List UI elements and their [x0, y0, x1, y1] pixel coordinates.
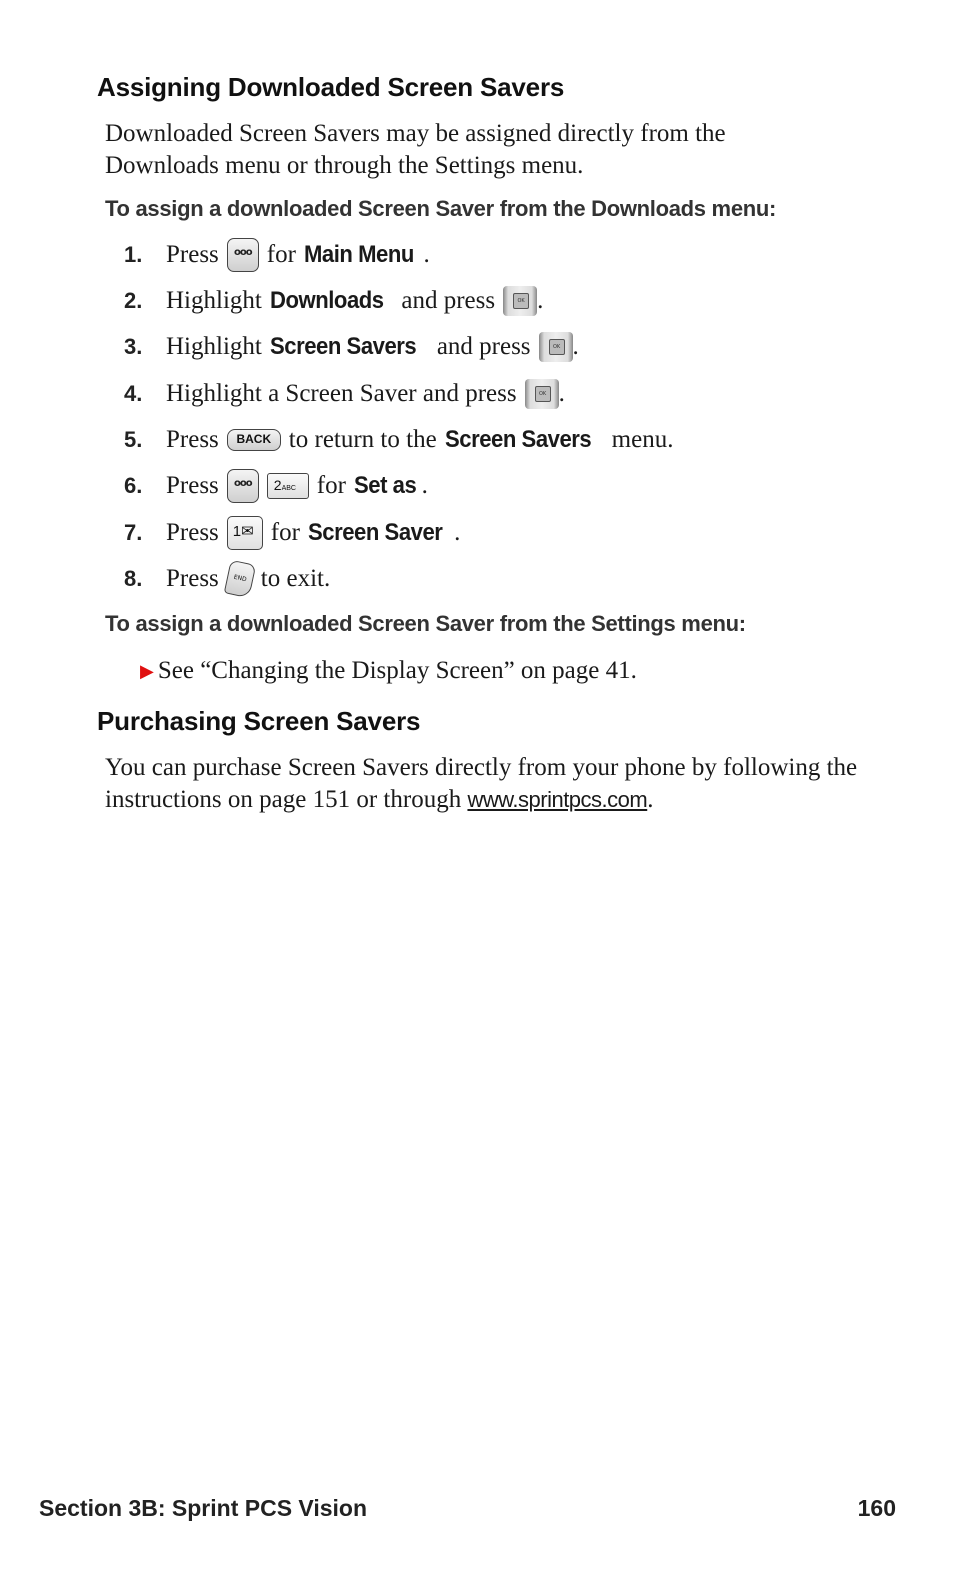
step-4	[120, 374, 565, 414]
step-text: Press	[166, 426, 219, 453]
downloads-subheading: To assign a downloaded Screen Saver from the Downloads menu:	[105, 196, 777, 221]
cross-reference-link[interactable]: See “Changing the Display Screen” on page 41.	[157, 657, 637, 684]
step-number: 1.	[124, 242, 143, 267]
section-heading-assigning: Assigning Downloaded Screen Savers	[97, 72, 565, 102]
step-text: and press	[436, 333, 531, 360]
purchasing-text: You can purchase Screen Savers directly from your phone by following the instructions on page 151 or through	[105, 754, 858, 813]
step-text: Press	[166, 241, 219, 268]
purchasing-paragraph	[105, 752, 875, 816]
purchasing-text-end: .	[647, 786, 654, 813]
section-heading-purchasing: Purchasing Screen Savers	[97, 706, 421, 736]
step-text: to return to the	[288, 426, 437, 453]
settings-subheading: To assign a downloaded Screen Saver from the Settings menu:	[105, 611, 746, 636]
step-number: 2.	[124, 288, 143, 313]
step-number: 6.	[124, 473, 143, 498]
one-key-icon: 1✉	[227, 516, 263, 550]
step-bold-term: Screen Saver	[307, 519, 443, 546]
step-2	[120, 281, 543, 321]
step-6	[120, 466, 428, 506]
step-number: 8.	[124, 566, 143, 591]
step-text: and press	[401, 287, 496, 314]
step-bold-term: Screen Savers	[269, 333, 417, 360]
step-text: Highlight	[166, 287, 262, 314]
step-text: .	[558, 380, 565, 407]
footer-section-label: Section 3B: Sprint PCS Vision	[39, 1495, 368, 1521]
end-key-icon: END	[224, 560, 257, 599]
step-text: to exit.	[260, 565, 331, 592]
step-text: menu.	[611, 426, 674, 453]
step-1	[120, 235, 430, 275]
step-bold-term: Set as	[353, 472, 417, 499]
two-key-icon: 2ABC	[267, 473, 309, 499]
step-text: Press	[166, 519, 219, 546]
step-5	[120, 420, 673, 460]
step-text: .	[572, 333, 579, 360]
step-text: .	[423, 241, 430, 268]
back-key-icon: BACK	[227, 429, 281, 451]
step-text: Highlight	[166, 333, 262, 360]
step-text: .	[537, 287, 544, 314]
step-bold-term: Downloads	[269, 287, 384, 314]
step-text: for	[270, 519, 300, 546]
step-text: for	[316, 472, 346, 499]
step-text: for	[266, 241, 296, 268]
step-7	[120, 513, 460, 553]
triangle-bullet-icon: ▶	[140, 660, 154, 682]
intro-paragraph: Downloaded Screen Savers may be assigned directly from the Downloads menu or through the Settings menu.	[105, 120, 726, 179]
step-number: 7.	[124, 520, 143, 545]
ok-key-icon: OK	[539, 332, 573, 362]
step-number: 3.	[124, 334, 143, 359]
ok-key-icon: OK	[503, 286, 537, 316]
menu-key-icon	[227, 238, 259, 272]
step-bold-term: Screen Savers	[444, 426, 591, 453]
step-number: 4.	[124, 381, 143, 406]
step-bold-term: Main Menu	[303, 241, 414, 268]
step-3	[120, 327, 579, 367]
sprintpcs-link[interactable]: www.sprintpcs.com	[467, 787, 648, 812]
step-text: .	[454, 519, 461, 546]
bullet-item	[140, 651, 637, 691]
step-text: Highlight a Screen Saver and press	[166, 380, 517, 407]
menu-key-icon	[227, 469, 259, 503]
page-number: 160	[857, 1495, 896, 1521]
step-text: .	[421, 472, 428, 499]
ok-key-icon: OK	[525, 379, 559, 409]
step-text: Press	[166, 472, 219, 499]
step-number: 5.	[124, 427, 143, 452]
step-8	[120, 559, 330, 599]
step-text: Press	[166, 565, 219, 592]
